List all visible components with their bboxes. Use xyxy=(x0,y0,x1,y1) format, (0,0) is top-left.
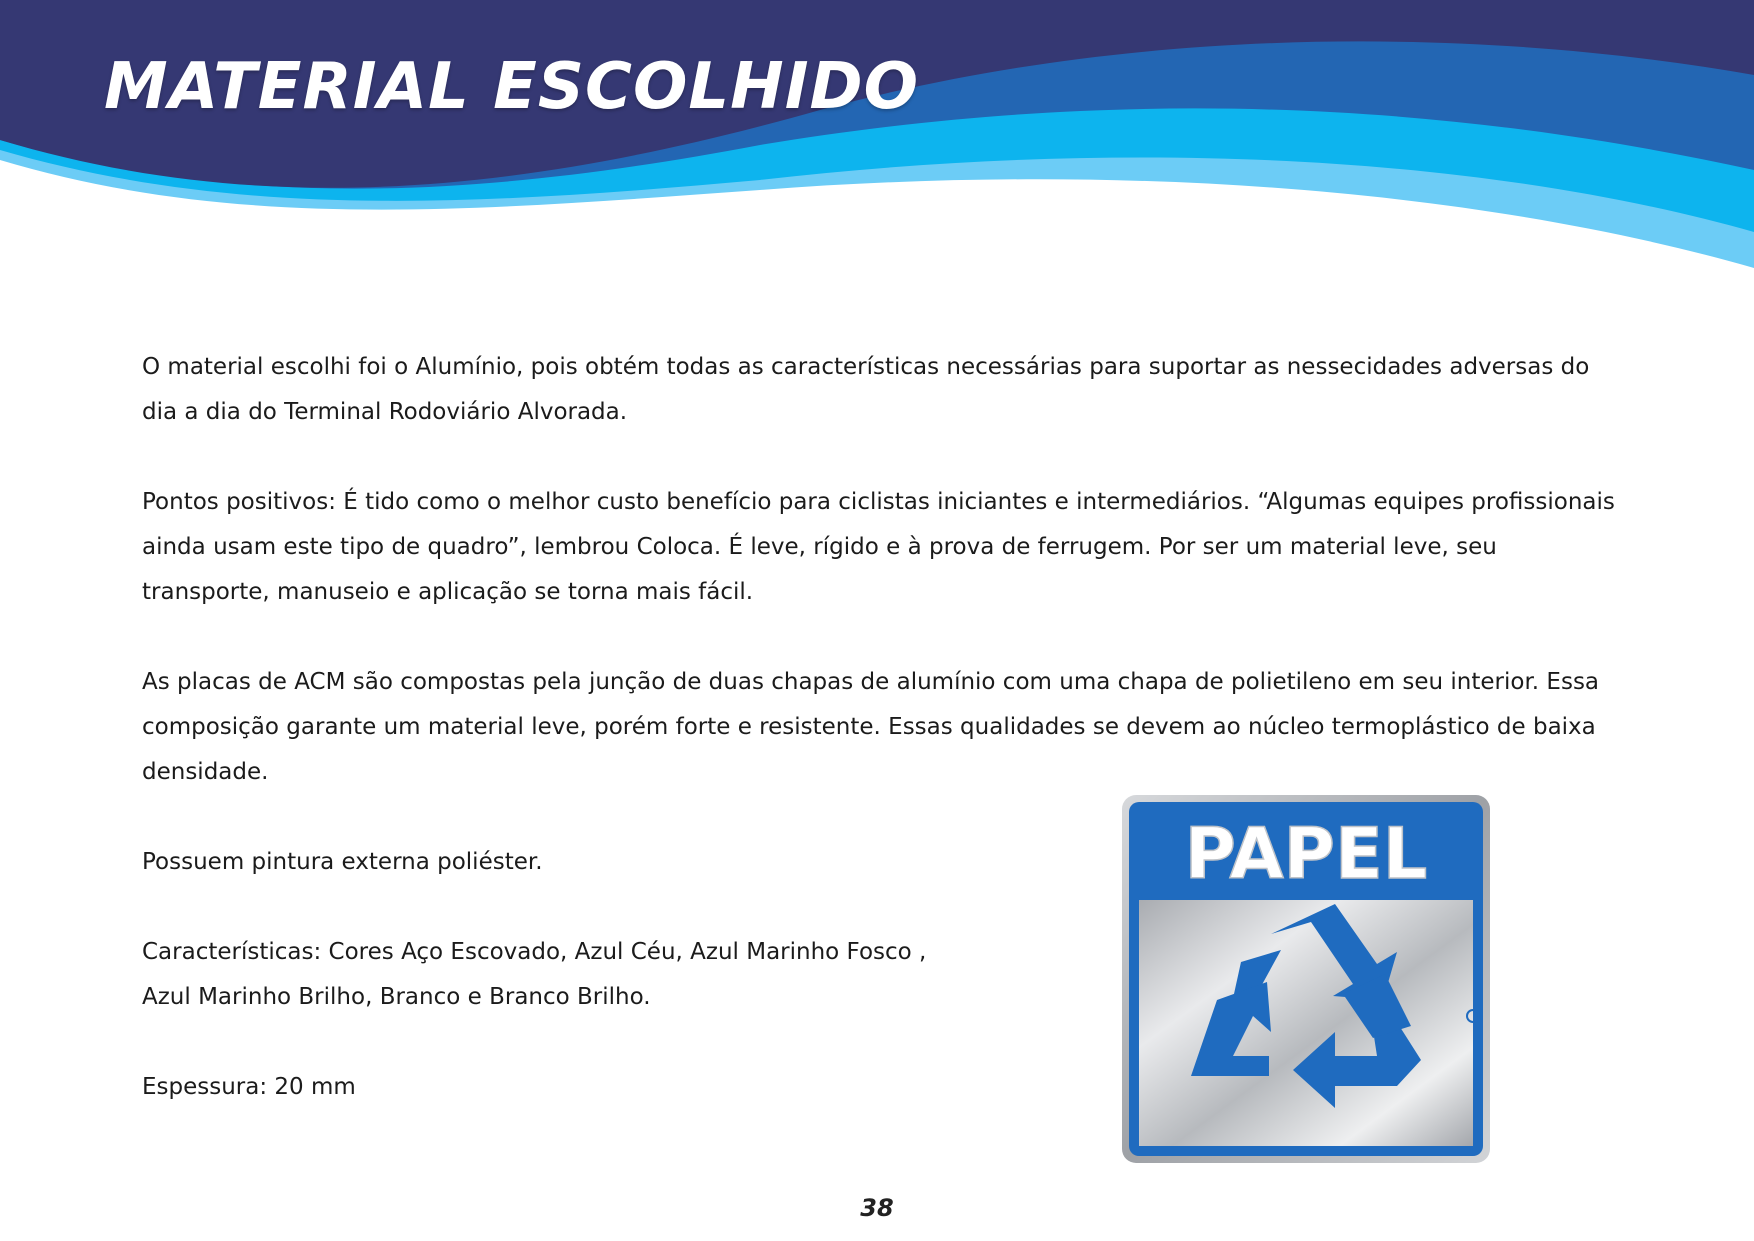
paragraph-espessura: Espessura: 20 mm xyxy=(142,1074,356,1100)
page-number: 38 xyxy=(860,1194,894,1222)
paragraph-pontos-positivos: Pontos positivos: É tido como o melhor custo benefício para ciclistas iniciantes e intermediários. “Algumas equipes profissionais ainda usam este tipo de quadro”, lembrou Coloca. É leve, rígido e à prova de ferrugem. Por ser um material leve, seu transporte, manuseio e aplicação se torna mais fácil. xyxy=(142,489,1615,605)
paragraph-material: O material escolhi foi o Alumínio, pois obtém todas as características necessárias para suportar as nessecidades adversas do dia a dia do Terminal Rodoviário Alvorada. xyxy=(142,354,1590,425)
sign-label: PAPEL xyxy=(1184,813,1428,895)
header-wave-banner xyxy=(0,0,1754,270)
papel-recycling-sign xyxy=(1121,794,1491,1164)
paragraph-caracteristicas: Características: Cores Aço Escovado, Azul Céu, Azul Marinho Fosco , Azul Marinho Brilho, Branco e Branco Brilho. xyxy=(142,939,927,1010)
paragraph-acm: As placas de ACM são compostas pela junção de duas chapas de alumínio com uma chapa de polietileno em seu interior. Essa composição garante um material leve, porém forte e resistente. Essas qualidades se devem ao núcleo termoplástico de baixa densidade. xyxy=(142,669,1600,785)
page-title: MATERIAL ESCOLHIDO xyxy=(104,50,920,124)
paragraph-pintura: Possuem pintura externa poliéster. xyxy=(142,849,543,875)
sign-brushed-panel xyxy=(1139,900,1473,1146)
